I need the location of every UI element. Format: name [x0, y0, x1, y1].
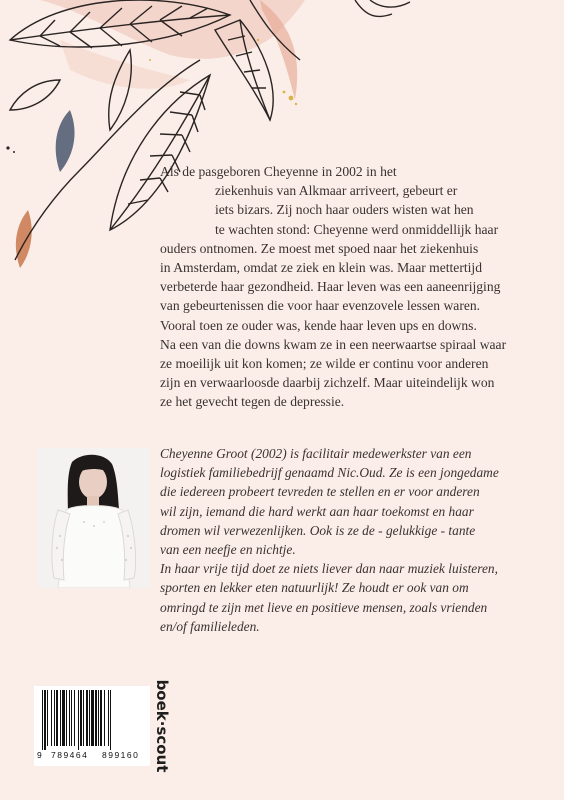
barcode-bar — [62, 690, 65, 746]
blurb-line: ze moeilijk uit kon komen; ze wilde er continu voor anderen — [160, 356, 489, 372]
bio-line: wil zijn, iemand die hard werkt aan haar toekomst en haar — [160, 503, 474, 519]
barcode-bar — [108, 690, 109, 746]
barcode-bar — [104, 690, 105, 746]
rust-leaf-icon — [16, 210, 32, 268]
barcode-bar — [56, 690, 58, 746]
barcode-bar — [83, 690, 84, 746]
barcode-bar — [95, 690, 97, 746]
bio-line: dromen wil verwezenlijken. Ook is ze de - gelukkige - tante — [160, 522, 476, 538]
barcode-bar — [100, 690, 102, 746]
barcode-bar — [74, 690, 75, 746]
barcode-digits-right: 899160 — [102, 750, 140, 760]
author-bio — [160, 444, 538, 636]
blurb-line: Vooral toen ze ouder was, kende haar leven ups en downs. — [160, 317, 477, 333]
barcode-bar — [91, 690, 94, 746]
bio-line: sporten en lekker eten natuurlijk! Ze houdt er ook van om — [160, 580, 469, 596]
author-photo — [38, 448, 150, 588]
blurb-line: in Amsterdam, omdat ze ziek en klein was. Maar mettertijd — [160, 260, 482, 276]
barcode-bar — [110, 690, 111, 750]
barcode-bar — [89, 690, 90, 746]
blurb-line: ze het gevecht tegen de depressie. — [160, 394, 345, 410]
bio-line: In haar vrije tijd doet ze niets liever dan naar muziek luisteren, — [160, 561, 498, 577]
navy-leaf-icon — [56, 110, 75, 172]
barcode-bar — [69, 690, 70, 746]
blurb-line: Na een van die downs kwam ze in een neerwaartse spiraal waar — [160, 336, 507, 352]
barcode-bar — [66, 690, 67, 746]
book-blurb — [160, 162, 538, 412]
blurb-line: zijn en verwaarloosde daarbij zichzelf. Maar uiteindelijk won — [160, 375, 495, 391]
barcode-bars — [34, 686, 150, 750]
barcode-bar — [60, 690, 61, 746]
barcode-digit-first: 9 — [37, 750, 42, 760]
blurb-line: ziekenhuis van Alkmaar arriveert, gebeurt er — [215, 183, 458, 199]
bio-line: Cheyenne Groot (2002) is facilitair medewerkster van een — [160, 446, 472, 461]
barcode-bar — [54, 690, 55, 746]
barcode-bar — [80, 690, 82, 746]
barcode-bar — [86, 690, 88, 746]
barcode-bar — [47, 690, 48, 746]
barcode-bar — [98, 690, 99, 746]
publisher-logo: boek·scout — [153, 679, 171, 773]
barcode-bar — [71, 690, 72, 746]
barcode-bar — [51, 690, 52, 746]
barcode-bar — [78, 690, 79, 750]
blurb-line: verbeterde haar gezondheid. Haar leven was een aaneenrijging — [160, 279, 501, 295]
isbn-barcode — [34, 686, 150, 766]
bio-line: logistiek familiebedrijf genaamd Nic.Oud. Ze is een jongedame — [160, 465, 499, 481]
blurb-line: Als de pasgeboren Cheyenne in 2002 in het — [160, 164, 397, 179]
blurb-line: iets bizars. Zij noch haar ouders wisten wat hen — [215, 202, 474, 218]
bio-line: en/of familieleden. — [160, 618, 260, 634]
barcode-bar — [44, 690, 46, 750]
bio-line: van een neefje en nichtje. — [160, 542, 296, 558]
blurb-line: van gebeurtenissen die voor haar evenzovele lessen waren. — [160, 298, 481, 314]
barcode-number — [34, 750, 150, 764]
blurb-line: te wachten stond: Cheyenne werd onmiddellijk haar — [215, 221, 499, 237]
barcode-bar — [42, 690, 43, 750]
blurb-line: ouders ontnomen. Ze moest met spoed naar het ziekenhuis — [160, 240, 479, 256]
bio-line: omringd te zijn met lieve en positieve mensen, zoals vrienden — [160, 599, 488, 615]
barcode-digits-left: 789464 — [51, 750, 89, 760]
bio-line: die iedereen probeert tevreden te stellen en er voor anderen — [160, 484, 480, 500]
